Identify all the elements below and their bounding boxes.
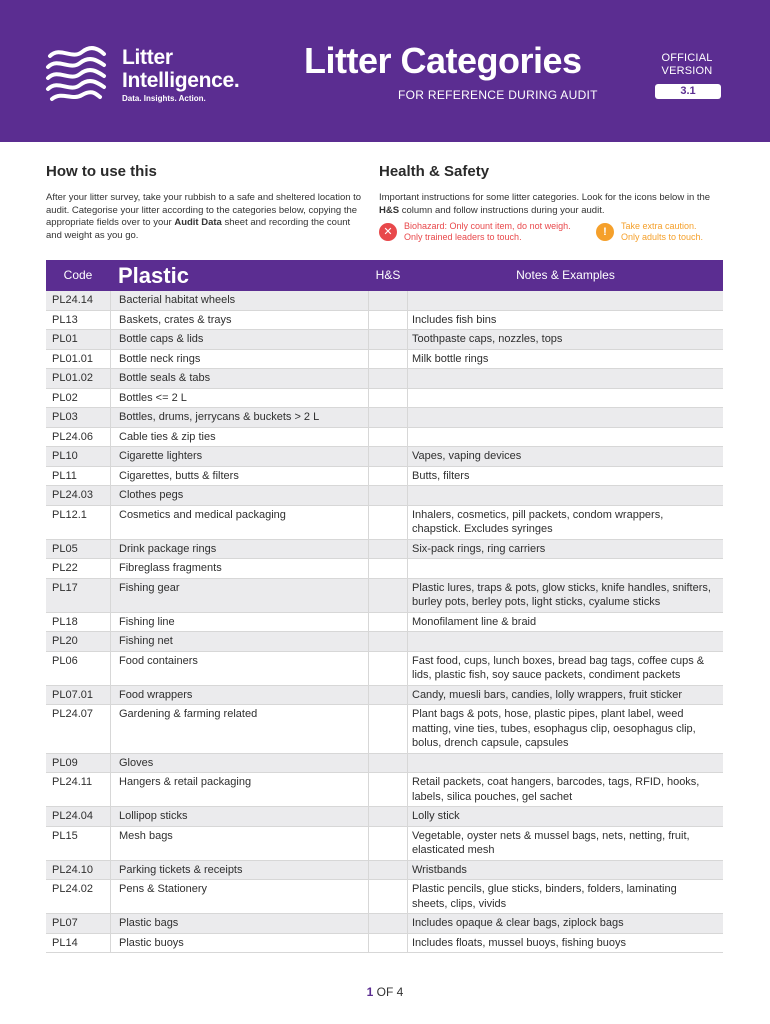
header-code: Code [63, 268, 93, 282]
row-code: PL24.10 [52, 863, 93, 876]
row-name: Cigarette lighters [110, 447, 368, 466]
row-code: PL07.01 [52, 688, 93, 701]
caution-exclamation-icon: ! [596, 223, 614, 241]
row-hs [368, 934, 408, 953]
page-indicator: 1 OF 4 [366, 985, 404, 999]
row-notes: Plant bags & pots, hose, plastic pipes, plant label, weed matting, vine ties, tubes, esophagus clip, oesophagus clip, bolus, drench capsule, capsules [412, 708, 696, 749]
row-code: PL24.11 [52, 776, 93, 788]
table-row [46, 579, 723, 613]
row-name: Drink package rings [110, 540, 368, 559]
health-safety-title: Health & Safety [379, 163, 490, 180]
row-notes [408, 408, 723, 427]
row-hs [368, 428, 408, 447]
biohazard-legend-text: Biohazard: Only count item, do not weigh. Only trained leaders to touch. [404, 221, 571, 242]
logo [44, 44, 284, 106]
row-hs [368, 369, 408, 388]
row-hs [368, 754, 408, 773]
row-code: PL14 [52, 936, 78, 949]
row-hs [368, 652, 408, 685]
row-notes [408, 632, 723, 651]
table-row [46, 914, 723, 934]
row-hs [368, 447, 408, 466]
row-notes: Lolly stick [412, 810, 460, 822]
row-code: PL11 [52, 469, 77, 482]
row-code: PL13 [52, 313, 78, 326]
row-name: Bottles <= 2 L [110, 389, 368, 408]
table-header [46, 260, 723, 291]
row-name: Cable ties & zip ties [110, 428, 368, 447]
row-code: PL01.02 [52, 372, 93, 384]
row-code: PL17 [52, 581, 78, 594]
table-row [46, 408, 723, 428]
document-title: Litter Categories [304, 40, 582, 81]
row-notes [408, 559, 723, 578]
row-notes: Fast food, cups, lunch boxes, bread bag tags, coffee cups & lids, plastic fish, soy sauce packets, condiment packets [412, 654, 705, 681]
row-notes: Includes fish bins [412, 313, 497, 326]
row-name: Food wrappers [110, 686, 368, 705]
table-row [46, 807, 723, 827]
row-code: PL02 [52, 391, 78, 404]
row-name: Mesh bags [110, 827, 368, 860]
row-hs [368, 632, 408, 651]
row-notes: Includes opaque & clear bags, ziplock bags [412, 917, 624, 929]
biohazard-legend [379, 221, 593, 243]
table-row [46, 291, 723, 311]
how-to-title: How to use this [46, 163, 157, 180]
table-row [46, 389, 723, 409]
row-hs [368, 686, 408, 705]
row-hs [368, 705, 408, 753]
version-label: OFFICIAL VERSION [661, 52, 713, 77]
row-hs [368, 486, 408, 505]
row-name: Clothes pegs [110, 486, 368, 505]
row-hs [368, 861, 408, 880]
row-hs [368, 559, 408, 578]
row-name: Fishing net [110, 632, 368, 651]
row-hs [368, 807, 408, 826]
row-hs [368, 914, 408, 933]
row-name: Fishing line [110, 613, 368, 632]
version-badge: 3.1 [655, 84, 721, 99]
row-hs [368, 506, 408, 539]
table-row [46, 934, 723, 954]
row-code: PL09 [52, 756, 78, 769]
row-hs [368, 389, 408, 408]
row-hs [368, 291, 408, 310]
table-row [46, 861, 723, 881]
table-row [46, 880, 723, 914]
row-notes: Vapes, vaping devices [412, 450, 522, 462]
table-row [46, 632, 723, 652]
row-code: PL03 [52, 411, 78, 423]
row-code: PL12.1 [52, 508, 87, 521]
row-code: PL24.06 [52, 430, 93, 443]
row-notes: Vegetable, oyster nets & mussel bags, nets, netting, fruit, elasticated mesh [412, 829, 690, 856]
row-notes: Milk bottle rings [412, 352, 489, 365]
row-notes: Inhalers, cosmetics, pill packets, condom wrappers, chapstick. Excludes syringes [412, 508, 664, 535]
table-row [46, 330, 723, 350]
row-code: PL06 [52, 654, 78, 667]
health-safety-body: Important instructions for some litter categories. Look for the icons below in the H&S column and follow instructions during your audit. [379, 192, 711, 216]
header-notes: Notes & Examples [516, 268, 615, 282]
table-row [46, 686, 723, 706]
row-notes [408, 754, 723, 773]
row-notes: Six-pack rings, ring carriers [412, 542, 546, 555]
row-name: Hangers & retail packaging [110, 773, 368, 806]
row-code: PL24.07 [52, 708, 93, 720]
document-subtitle: FOR REFERENCE DURING AUDIT [398, 88, 598, 102]
row-name: Food containers [110, 652, 368, 685]
row-name: Parking tickets & receipts [110, 861, 368, 880]
row-hs [368, 350, 408, 369]
row-notes [408, 486, 723, 505]
row-code: PL24.03 [52, 489, 93, 501]
row-name: Bottle seals & tabs [110, 369, 368, 388]
table-row [46, 311, 723, 331]
row-hs [368, 408, 408, 427]
header-banner [0, 0, 770, 142]
table-row [46, 506, 723, 540]
row-hs [368, 330, 408, 349]
row-notes [408, 389, 723, 408]
row-notes [408, 428, 723, 447]
row-code: PL01.01 [52, 352, 93, 365]
row-hs [368, 827, 408, 860]
row-hs [368, 773, 408, 806]
row-code: PL22 [52, 562, 78, 574]
row-name: Plastic bags [110, 914, 368, 933]
table-row [46, 754, 723, 774]
caution-legend-text: Take extra caution. Only adults to touch. [621, 221, 704, 242]
row-notes: Candy, muesli bars, candies, lolly wrappers, fruit sticker [412, 688, 683, 701]
table-row [46, 559, 723, 579]
row-hs [368, 540, 408, 559]
row-name: Lollipop sticks [110, 807, 368, 826]
row-name: Bottle neck rings [110, 350, 368, 369]
row-code: PL05 [52, 542, 78, 555]
row-name: Bottles, drums, jerrycans & buckets > 2 L [110, 408, 368, 427]
row-name: Fishing gear [110, 579, 368, 612]
table-row [46, 467, 723, 487]
row-code: PL18 [52, 615, 78, 628]
row-notes: Retail packets, coat hangers, barcodes, tags, RFID, hooks, labels, silica pouches, gel sachet [412, 776, 700, 803]
row-name: Bottle caps & lids [110, 330, 368, 349]
row-code: PL20 [52, 635, 78, 647]
row-notes: Butts, filters [412, 469, 470, 482]
row-hs [368, 467, 408, 486]
row-notes: Plastic pencils, glue sticks, binders, folders, laminating sheets, clips, vivids [412, 883, 677, 910]
row-name: Plastic buoys [110, 934, 368, 953]
row-code: PL10 [52, 450, 78, 462]
row-code: PL07 [52, 917, 78, 929]
table-row [46, 369, 723, 389]
table-row [46, 773, 723, 807]
row-name: Cosmetics and medical packaging [110, 506, 368, 539]
row-code: PL01 [52, 333, 78, 345]
row-name: Cigarettes, butts & filters [110, 467, 368, 486]
table-body [46, 291, 723, 953]
row-name: Bacterial habitat wheels [110, 291, 368, 310]
biohazard-x-icon: ✕ [379, 223, 397, 241]
logo-tagline: Data. Insights. Action. [122, 94, 206, 103]
wave-logo-icon [44, 44, 108, 104]
row-code: PL24.02 [52, 883, 93, 895]
table-row [46, 827, 723, 861]
logo-wordmark: Litter Intelligence. [122, 46, 240, 92]
row-hs [368, 311, 408, 330]
row-code: PL15 [52, 829, 78, 842]
row-notes: Includes floats, mussel buoys, fishing buoys [412, 936, 627, 949]
table-row [46, 613, 723, 633]
row-name: Pens & Stationery [110, 880, 368, 913]
table-row [46, 540, 723, 560]
row-notes [408, 291, 723, 310]
table-row [46, 486, 723, 506]
row-name: Gloves [110, 754, 368, 773]
row-hs [368, 579, 408, 612]
table-row [46, 428, 723, 448]
row-notes: Toothpaste caps, nozzles, tops [412, 333, 563, 345]
row-hs [368, 880, 408, 913]
row-name: Gardening & farming related [110, 705, 368, 753]
row-hs [368, 613, 408, 632]
how-to-body: After your litter survey, take your rubbish to a safe and sheltered location to audit. Categorise your litter according to the categories below, copying the appropriate fields over to your Audit Data sheet and recording the count and weight as you go. [46, 192, 362, 241]
header-category: Plastic [118, 263, 189, 288]
row-name: Fibreglass fragments [110, 559, 368, 578]
row-notes: Wristbands [412, 863, 467, 876]
plastic-categories-table [46, 260, 723, 953]
header-hs: H&S [375, 268, 401, 282]
table-row [46, 652, 723, 686]
row-code: PL24.04 [52, 810, 93, 822]
row-notes [408, 369, 723, 388]
table-row [46, 350, 723, 370]
table-row [46, 447, 723, 467]
row-notes: Monofilament line & braid [412, 615, 537, 628]
row-code: PL24.14 [52, 294, 93, 306]
table-row [46, 705, 723, 754]
row-name: Baskets, crates & trays [110, 311, 368, 330]
caution-legend [596, 221, 723, 243]
row-notes: Plastic lures, traps & pots, glow sticks, knife handles, snifters, burley pots, berley pots, light sticks, cyalume sticks [412, 581, 711, 608]
